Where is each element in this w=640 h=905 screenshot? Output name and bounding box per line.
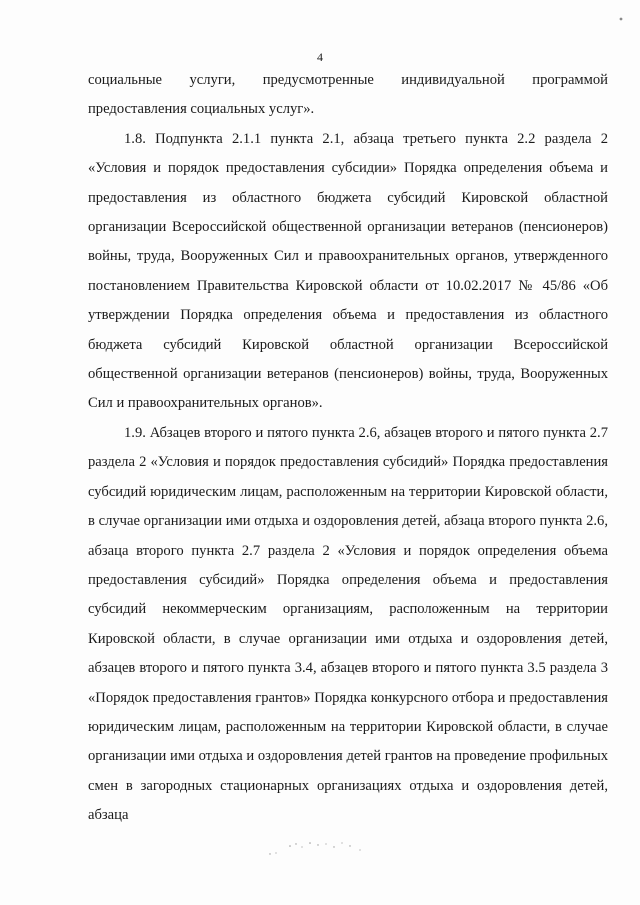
paragraph-1-8: 1.8. Подпункта 2.1.1 пункта 2.1, абзаца третьего пункта 2.2 раздела 2 «Условия и порядок предоставления субсидии» Порядка определения объема и предоставления из областного бюджета субсидий Кировской областной организации Всероссийской общественной организации ветеранов (пенсионеров) войны, труда, Вооруженных Сил и правоохранительных органов, утвержденного постановлением Правительства Кировской области от 10.02.2017 № 45/86 «Об утверждении Порядка определения объема и предоставления из областного бюджета субсидий Кировской областной организации Всероссийской общественной организации ветеранов (пенсионеров) войны, труда, Вооруженных Сил и правоохранительных органов».: [88, 130, 608, 412]
page-number: 4: [317, 50, 323, 64]
document-body: [88, 66, 608, 831]
scan-artifact-icon: [250, 838, 380, 858]
paragraph-continuation: социальные услуги, предусмотренные индивидуальной программой предоставления социальных услуг».: [88, 72, 608, 118]
scan-mark-icon: [616, 14, 626, 24]
paragraph-1-9: 1.9. Абзацев второго и пятого пункта 2.6, абзацев второго и пятого пункта 2.7 раздела 2 «Условия и порядок предоставления субсидий» Порядка предоставления субсидий юридическим лицам, расположенным на территории Кировской области, в случае организации ими отдыха и оздоровления детей, абзаца второго пункта 2.6, абзаца второго пункта 2.7 раздела 2 «Условия и порядок определения объема предоставления субсидий» Порядка определения объема и предоставления субсидий некоммерческим организациям, расположенным на территории Кировской области, в случае организации ими отдыха и оздоровления детей, абзацев второго и пятого пункта 3.4, абзацев второго и пятого пункта 3.5 раздела 3 «Порядок предоставления грантов» Порядка конкурсного отбора и предоставления юридическим лицам, расположенным на территории Кировской области, в случае организации ими отдыха и оздоровления детей грантов на проведение профильных смен в загородных стационарных организациях отдыха и оздоровления детей, абзаца: [88, 424, 608, 824]
